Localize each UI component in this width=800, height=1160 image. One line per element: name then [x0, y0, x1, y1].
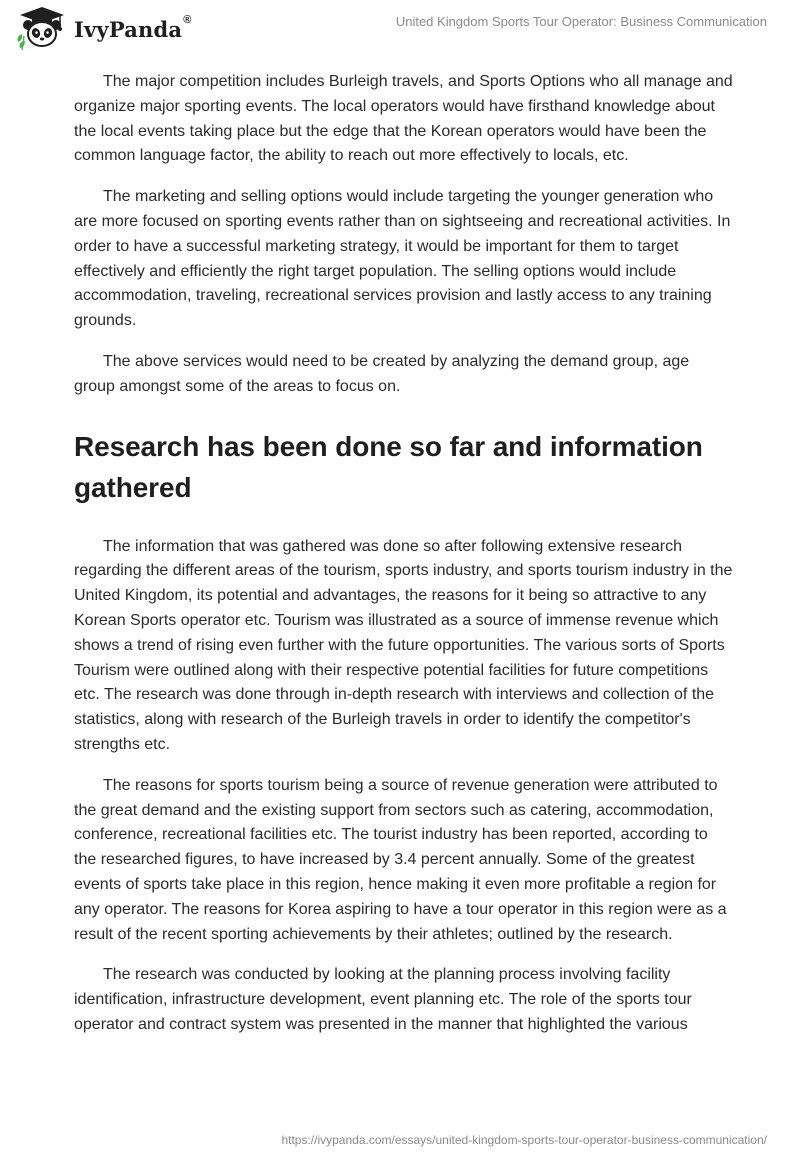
footer-source-url[interactable]: https://ivypanda.com/essays/united-kingdom-sports-tour-operator-business-communication/	[281, 1133, 767, 1147]
panda-graduate-icon	[14, 6, 70, 50]
paragraph: The marketing and selling options would include targeting the younger generation who are more focused on sporting events rather than on sightseeing and recreational activities. In order to have a successful marketing strategy, it would be important for them to target effectively and efficiently the right target population. The selling options would include accommodation, traveling, recreational services provision and lastly access to any training grounds.	[74, 188, 731, 330]
page-header	[0, 0, 800, 56]
document-title: United Kingdom Sports Tour Operator: Business Communication	[395, 14, 767, 29]
ivypanda-logo[interactable]	[14, 7, 192, 49]
logo-text: IvyPanda	[74, 16, 183, 42]
section-heading: Research has been done so far and information gathered	[74, 430, 703, 504]
paragraph: The major competition includes Burleigh travels, and Sports Options who all manage and organize major sporting events. The local operators would have firsthand knowledge about the local events taking place but the edge that the Korean operators would have been the common language factor, the ability to reach out more effectively to locals, etc.	[74, 73, 733, 165]
logo-wordmark	[74, 13, 192, 42]
registered-mark: ®	[183, 13, 192, 26]
paragraph: The research was conducted by looking at the planning process involving facility identification, infrastructure development, event planning etc. The role of the sports tour operator and contract system was presented in the manner that highlighted the various	[74, 966, 692, 1033]
paragraph: The reasons for sports tourism being a source of revenue generation were attributed to the great demand and the existing support from sectors such as catering, accommodation, conference, recreational facilities etc. The tourist industry has been reported, according to the researched figures, to have increased by 3.4 percent annually. Some of the greatest events of sports take place in this region, hence making it even more profitable a region for any operator. The reasons for Korea aspiring to have a tour operator in this region were as a result of the recent sporting achievements by their athletes; outlined by the research.	[74, 776, 727, 943]
paragraph: The above services would need to be created by analyzing the demand group, age group amongst some of the areas to focus on.	[74, 352, 690, 395]
essay-body	[74, 70, 734, 1054]
paragraph: The information that was gathered was done so after following extensive research regarding the different areas of the tourism, sports industry, and sports tourism industry in the United Kingdom, its potential and advantages, the reasons for it being so attractive to any Korean Sports operator etc. Tourism was illustrated as a source of immense revenue which shows a trend of rising even further with the future opportunities. The various sorts of Sports Tourism were outlined along with their respective potential facilities for future competitions etc. The research was done through in-depth research with interviews and collection of the statistics, along with research of the Burleigh travels in order to identify the competitor's strengths etc.	[74, 537, 733, 753]
